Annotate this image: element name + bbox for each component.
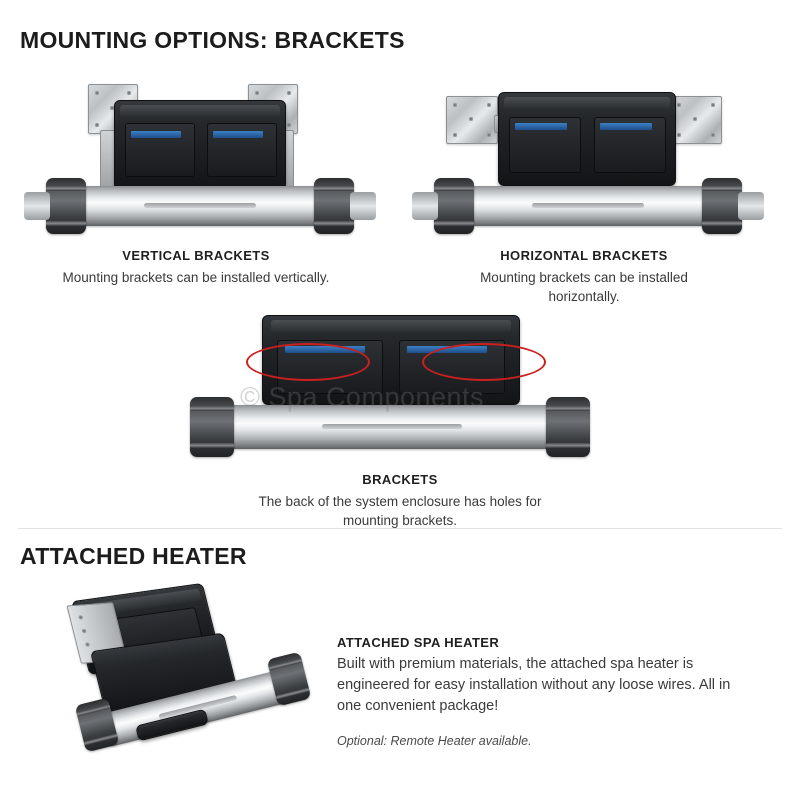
heater-tube	[66, 186, 334, 226]
nozzle-right	[350, 192, 376, 220]
union-left	[190, 397, 234, 457]
attached-heater-body: Built with premium materials, the attached spa heater is engineered for easy installation without any loose wires. All in one convenient package!	[337, 656, 731, 714]
caption-vertical-title: VERTICAL BRACKETS	[122, 248, 270, 263]
heater-tube	[454, 186, 722, 226]
caption-brackets-body: The back of the system enclosure has holes for mounting brackets.	[258, 494, 542, 528]
annotation-ellipse-right	[422, 343, 546, 381]
figure-horizontal-brackets	[408, 70, 758, 235]
nozzle-right	[738, 192, 764, 220]
section-divider	[18, 528, 782, 529]
attached-heater-heading: ATTACHED HEATER	[20, 543, 247, 569]
control-box	[114, 100, 286, 190]
blue-indicator-left	[515, 123, 567, 130]
figure-vertical-brackets	[20, 70, 370, 235]
union-right	[702, 178, 742, 234]
attached-heater-note: Optional: Remote Heater available.	[337, 734, 532, 748]
caption-horizontal-body: Mounting brackets can be installed horizontally.	[480, 270, 688, 304]
caption-horizontal-title: HORIZONTAL BRACKETS	[500, 248, 668, 263]
control-box-lid	[504, 97, 669, 109]
caption-brackets	[250, 470, 550, 530]
control-box	[498, 92, 676, 186]
attached-heater-title: ATTACHED SPA HEATER	[337, 635, 500, 650]
union-right	[314, 178, 354, 234]
blue-indicator-left	[131, 131, 181, 138]
caption-brackets-title: BRACKETS	[362, 472, 438, 487]
nozzle-left	[412, 192, 438, 220]
caption-vertical-body: Mounting brackets can be installed vertically.	[62, 270, 330, 285]
bracket-plate-left	[446, 96, 498, 144]
attached-heater-text-block	[337, 635, 757, 748]
union-right	[546, 397, 590, 457]
figure-attached-heater	[58, 585, 328, 760]
annotation-ellipse-left	[246, 343, 370, 381]
union-left	[46, 178, 86, 234]
nozzle-left	[24, 192, 50, 220]
control-box-lid	[120, 105, 280, 117]
control-box-lid	[271, 320, 512, 332]
watermark: © Spa Components	[240, 382, 485, 412]
blue-indicator-right	[213, 131, 263, 138]
blue-indicator-right	[600, 123, 652, 130]
caption-vertical-brackets	[60, 246, 332, 287]
union-left	[434, 178, 474, 234]
bracket-plate-right	[670, 96, 722, 144]
mounting-options-heading: MOUNTING OPTIONS: BRACKETS	[20, 27, 405, 53]
caption-horizontal-brackets	[448, 246, 720, 306]
